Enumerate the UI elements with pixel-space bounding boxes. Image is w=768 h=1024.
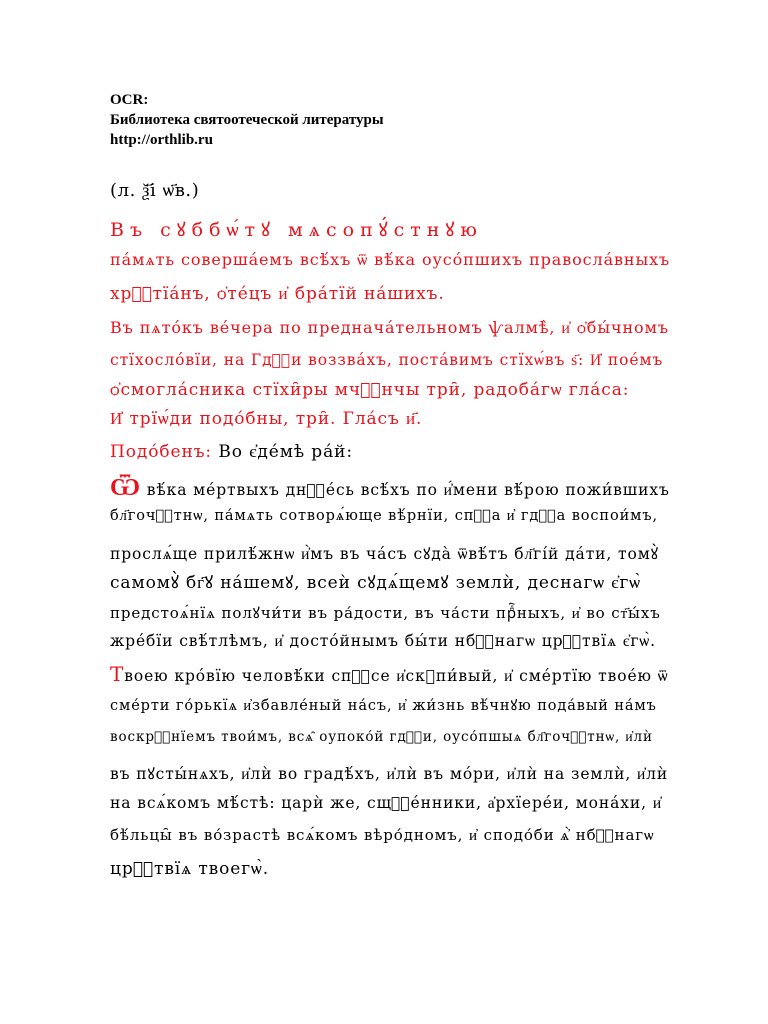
stichera-1-line-4: самомꙋ̀ бг҃ꙋ на́шемꙋ, всеѝ сꙋдѧ́щемꙋ землѝ, деснагѡ є҆гѡ̀ xyxy=(110,573,641,593)
service-title: Въ сꙋббѡ́тꙋ мѧсопꙋ́стнꙋю xyxy=(110,219,483,241)
stichera-2-initial: Т xyxy=(110,662,125,686)
rubric-line-4: стїхосло́вїи, на Гдⷭ҇и воззва́хъ, поста́вимъ стїхѡ́въ ѕ҃: И҆ пое́мъ xyxy=(110,351,664,369)
stichera-2-line-1 xyxy=(110,662,669,686)
stichera-1-line-6: жре́бїи свѣ́тлѣмъ, и҆ досто́йнымъ бы́ти нбⷭ҇нагѡ црⷭ҇твїѧ є҆гѡ̀. xyxy=(110,632,656,650)
stichera-2-text-1: воею кро́вїю человѣ́ки спⷭ҇се и҆скꙋпи́вый, и҆ сме́ртїю твое́ю ѿ xyxy=(124,667,669,685)
folio-reference: (л. ѯ҃і ѡ҃в.) xyxy=(110,180,200,201)
stichera-2-line-2: сме́рти го́рькїѧ и҆збавле́ный на́съ, и҆ жи́знь вѣ́чнꙋю пода́вый на́мъ xyxy=(110,698,657,714)
stichera-1-text-1: вѣ́ка ме́ртвыхъ днⷭ҇е́сь всѣ́хъ по и҆́мени вѣ́рою пожи́вшихъ xyxy=(146,481,670,499)
stichera-1-line-2: бл҃гочⷭ҇тнѡ, па́мѧть сотворѧ́юще вѣ́рнїи, спⷭ҇а и҆ гдⷭ҇а воспои́мъ, xyxy=(110,508,658,524)
stichera-2-line-3: воскрⷭ҇нїемъ твои́мъ, всѧ̑ оупоко́й гдⷭ҇и, оусо́пшыѧ бл҃гочⷭ҇тнѡ, и҆лѝ xyxy=(110,729,653,745)
rubric-line-2: хрⷭ҇тїа́нъ, ѻ҆те́цъ и҆ бра́тїй на́шихъ. xyxy=(110,284,445,304)
stichera-2-line-6: бѣ́льцы̑ въ во́зрастѣ всѧ́комъ вѣро́дномъ, и҆ сподо́би ѧ҆̀ нбⷭ҇нагѡ xyxy=(110,826,655,844)
rubric-line-3: Въ пѧто́къ ве́чера по преднача́тельномъ ѱалмѣ̀, и҆ ѻ҆бы́чномъ xyxy=(110,318,669,337)
podoben-text: Во є҆де́мѣ ра́й: xyxy=(218,442,353,462)
rubric-line-6: И҆ трїѡ́ди подо́бны, три̑. Гла́съ и҃. xyxy=(110,409,423,429)
stichera-1-initial: Ѿ xyxy=(110,472,141,501)
stichera-1-line-3: прослѧ́ще прилѣ́жнѡ и҆̀мъ въ ча́съ сꙋда̀ ѿвѣ́тъ бл҃гі́й да́ти, томꙋ̀ xyxy=(110,545,659,563)
stichera-2-line-4: въ пꙋсты́нѧхъ, и҆лѝ во градѣ́хъ, и҆лѝ въ мо́ри, и҆лѝ на землѝ, и҆лѝ xyxy=(110,765,669,783)
stichera-1-line-1 xyxy=(110,472,670,502)
podoben-label: Подо́бенъ: xyxy=(110,442,213,462)
stichera-1-line-5: предстоѧ́нїѧ полꙋчи́ти въ ра́дости, въ ча́сти прⷣ҇ныхъ, и҆ во ст҃ы́хъ xyxy=(110,604,661,622)
library-url: http://orthlib.ru xyxy=(110,132,213,148)
rubric-line-5: ѻ҆смогла́сника стїхи̑ры мчⷭ҇нчы три̑, радоба́гѡ гла́са: xyxy=(110,380,630,400)
library-name: Библиотека святоотеческой литературы xyxy=(110,112,384,128)
stichera-2-line-7: црⷭ҇твїѧ твоегѡ̀. xyxy=(110,859,270,879)
podoben-line xyxy=(110,442,353,462)
stichera-2-line-5: на всѧ́комъ мѣ́стѣ: царѝ же, сщⷭ҇е́нники, а҆рхїере́и, мона́хи, и҆ xyxy=(110,794,663,812)
ocr-header xyxy=(110,90,384,150)
ocr-label: OCR: xyxy=(110,92,149,108)
rubric-line-1: па́мѧть соверша́емъ всѣ́хъ ѿ вѣ́ка оусо́пшихъ правосла́вныхъ xyxy=(110,250,671,269)
